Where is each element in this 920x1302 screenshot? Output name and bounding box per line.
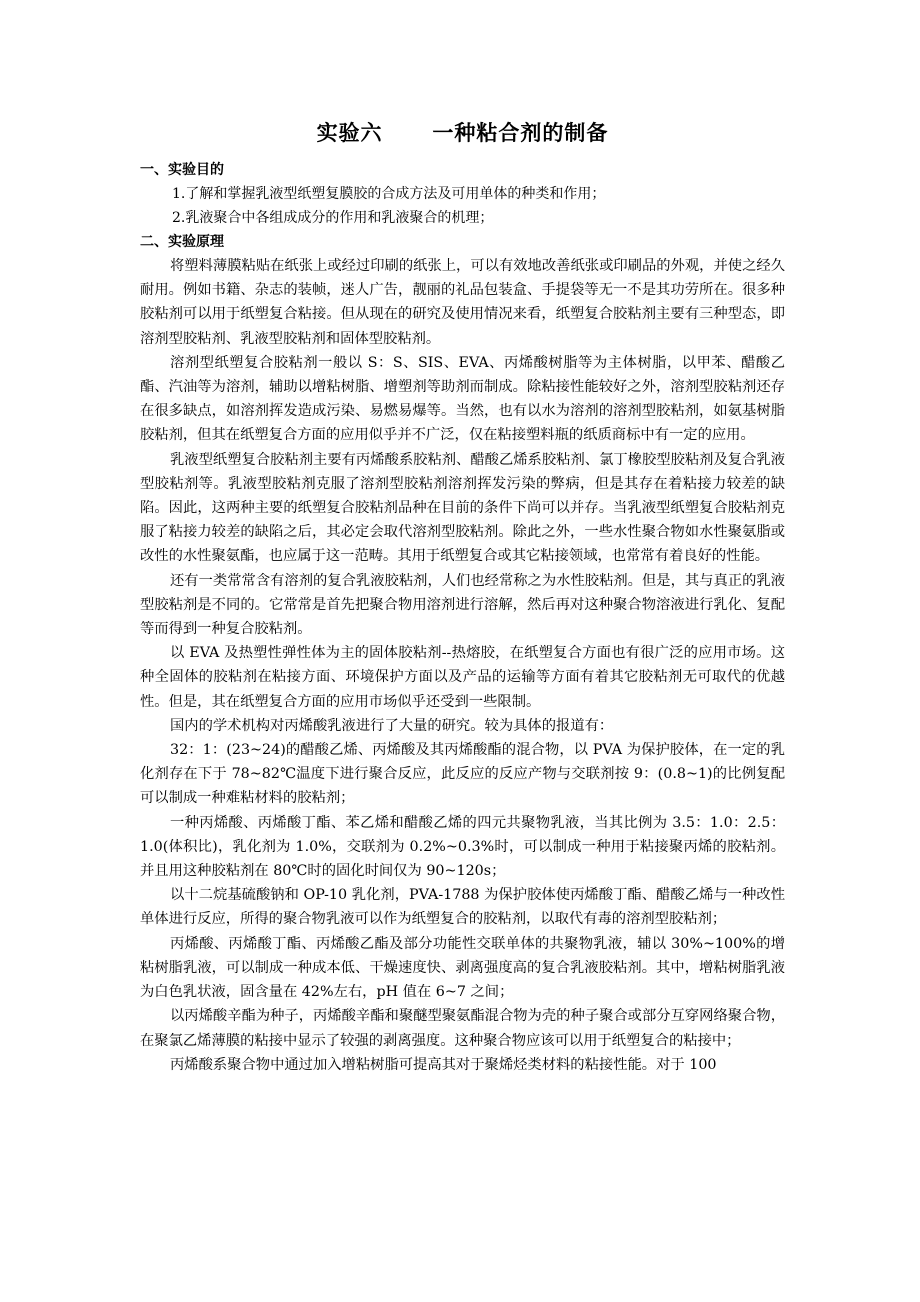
principle-paragraph: 还有一类常常含有溶剂的复合乳液胶粘剂，人们也经常称之为水性胶粘剂。但是，其与真正的乳液型胶粘剂是不同的。它常常是首先把聚合物用溶剂进行溶解，然后再对这种聚合物溶液进行乳化、复配等而得到一种复合胶粘剂。 <box>140 572 785 638</box>
principle-paragraph: 以丙烯酸辛酯为种子，丙烯酸辛酯和聚醚型聚氨酯混合物为壳的种子聚合或部分互穿网络聚合物，在聚氯乙烯薄膜的粘接中显示了较强的剥离强度。这种聚合物应该可以用于纸塑复合的粘接中； <box>140 1008 785 1049</box>
purpose-item: 1.了解和掌握乳液型纸塑复膜胶的合成方法及可用单体的种类和作用； <box>172 186 606 202</box>
principle-paragraph: 丙烯酸系聚合物中通过加入增粘树脂可提高其对于聚烯烃类材料的粘接性能。对于 100 <box>170 1056 717 1073</box>
purpose-item: 2.乳液聚合中各组成成分的作用和乳液聚合的机理； <box>172 210 494 226</box>
principle-paragraph: 将塑料薄膜粘贴在纸张上或经过印刷的纸张上，可以有效地改善纸张或印刷品的外观，并使之经久耐用。例如书籍、杂志的装帧，迷人广告，靓丽的礼品包装盒、手提袋等无一不是其功劳所在。很多种胶粘剂可以用于纸塑复合粘接。但从现在的研究及使用情况来看，纸塑复合胶粘剂主要有三种型态，即溶剂型胶粘剂、乳液型胶粘剂和固体型胶粘剂。 <box>140 258 785 347</box>
principle-paragraph: 以十二烷基硫酸钠和 OP-10 乳化剂，PVA-1788 为保护胶体使丙烯酸丁酯、醋酸乙烯与一种改性单体进行反应，所得的聚合物乳液可以作为纸塑复合的胶粘剂，以取代有毒的溶剂型胶粘剂； <box>140 887 785 928</box>
principle-paragraph: 32：1：(23~24)的醋酸乙烯、丙烯酸及其丙烯酸酯的混合物，以 PVA 为保护胶体，在一定的乳化剂存在下于 78~82℃温度下进行聚合反应，此反应的反应产物与交联剂按 9：(0.8~1)的比例复配可以制成一种难粘材料的胶粘剂； <box>140 742 785 807</box>
principle-paragraph: 国内的学术机构对丙烯酸乳液进行了大量的研究。较为具体的报道有： <box>170 717 614 734</box>
document-page <box>140 118 785 1077</box>
principle-paragraph: 溶剂型纸塑复合胶粘剂一般以 S：S、SIS、EVA、丙烯酸树脂等为主体树脂，以甲苯、醋酸乙酯、汽油等为溶剂，辅助以增粘树脂、增塑剂等助剂而制成。除粘接性能较好之外，溶剂型胶粘剂还存在很多缺点，如溶剂挥发造成污染、易燃易爆等。当然，也有以水为溶剂的溶剂型胶粘剂，如氨基树脂胶粘剂，但其在纸塑复合方面的应用似乎并不广泛，仅在粘接塑料瓶的纸质商标中有一定的应用。 <box>140 354 785 444</box>
principle-paragraph: 乳液型纸塑复合胶粘剂主要有丙烯酸系胶粘剂、醋酸乙烯系胶粘剂、氯丁橡胶型胶粘剂及复合乳液型胶粘剂等。乳液型胶粘剂克服了溶剂型胶粘剂溶剂挥发污染的弊病，但是其存在着粘接力较差的缺陷。因此，这两种主要的纸塑复合胶粘剂品种在目前的条件下尚可以并存。当乳液型纸塑复合胶粘剂克服了粘接力较差的缺陷之后，其必定会取代溶剂型胶粘剂。除此之外，一些水性聚合物如水性聚氨脂或改性的水性聚氨酯，也应属于这一范畴。其用于纸塑复合或其它粘接领域，也常常有着良好的性能。 <box>140 451 785 565</box>
principle-paragraph: 丙烯酸、丙烯酸丁酯、丙烯酸乙酯及部分功能性交联单体的共聚物乳液，辅以 30%~100%的增粘树脂乳液，可以制成一种成本低、干燥速度快、剥离强度高的复合乳液胶粘剂。其中，增粘树脂乳液为白色乳状液，固含量在 42%左右，pH 值在 6~7 之间； <box>140 935 785 1001</box>
section-heading-purpose: 一、实验目的 <box>140 162 224 178</box>
document-title: 实验六 一种粘合剂的制备 <box>316 121 609 145</box>
principle-paragraph: 以 EVA 及热塑性弹性体为主的固体胶粘剂--热熔胶，在纸塑复合方面也有很广泛的应用市场。这种全固体的胶粘剂在粘接方面、环境保护方面以及产品的运输等方面有着其它胶粘剂无可取代的优越性。但是，其在纸塑复合方面的应用市场似乎还受到一些限制。 <box>140 645 785 710</box>
principle-paragraph: 一种丙烯酸、丙烯酸丁酯、苯乙烯和醋酸乙烯的四元共聚物乳液，当其比例为 3.5：1.0：2.5：1.0(体积比)，乳化剂为 1.0%，交联剂为 0.2%~0.3%时，可以制成一种用于粘接聚丙烯的胶粘剂。并且用这种胶粘剂在 80℃时的固化时间仅为 90~120s； <box>140 814 785 880</box>
section-heading-principle: 二、实验原理 <box>140 234 224 250</box>
